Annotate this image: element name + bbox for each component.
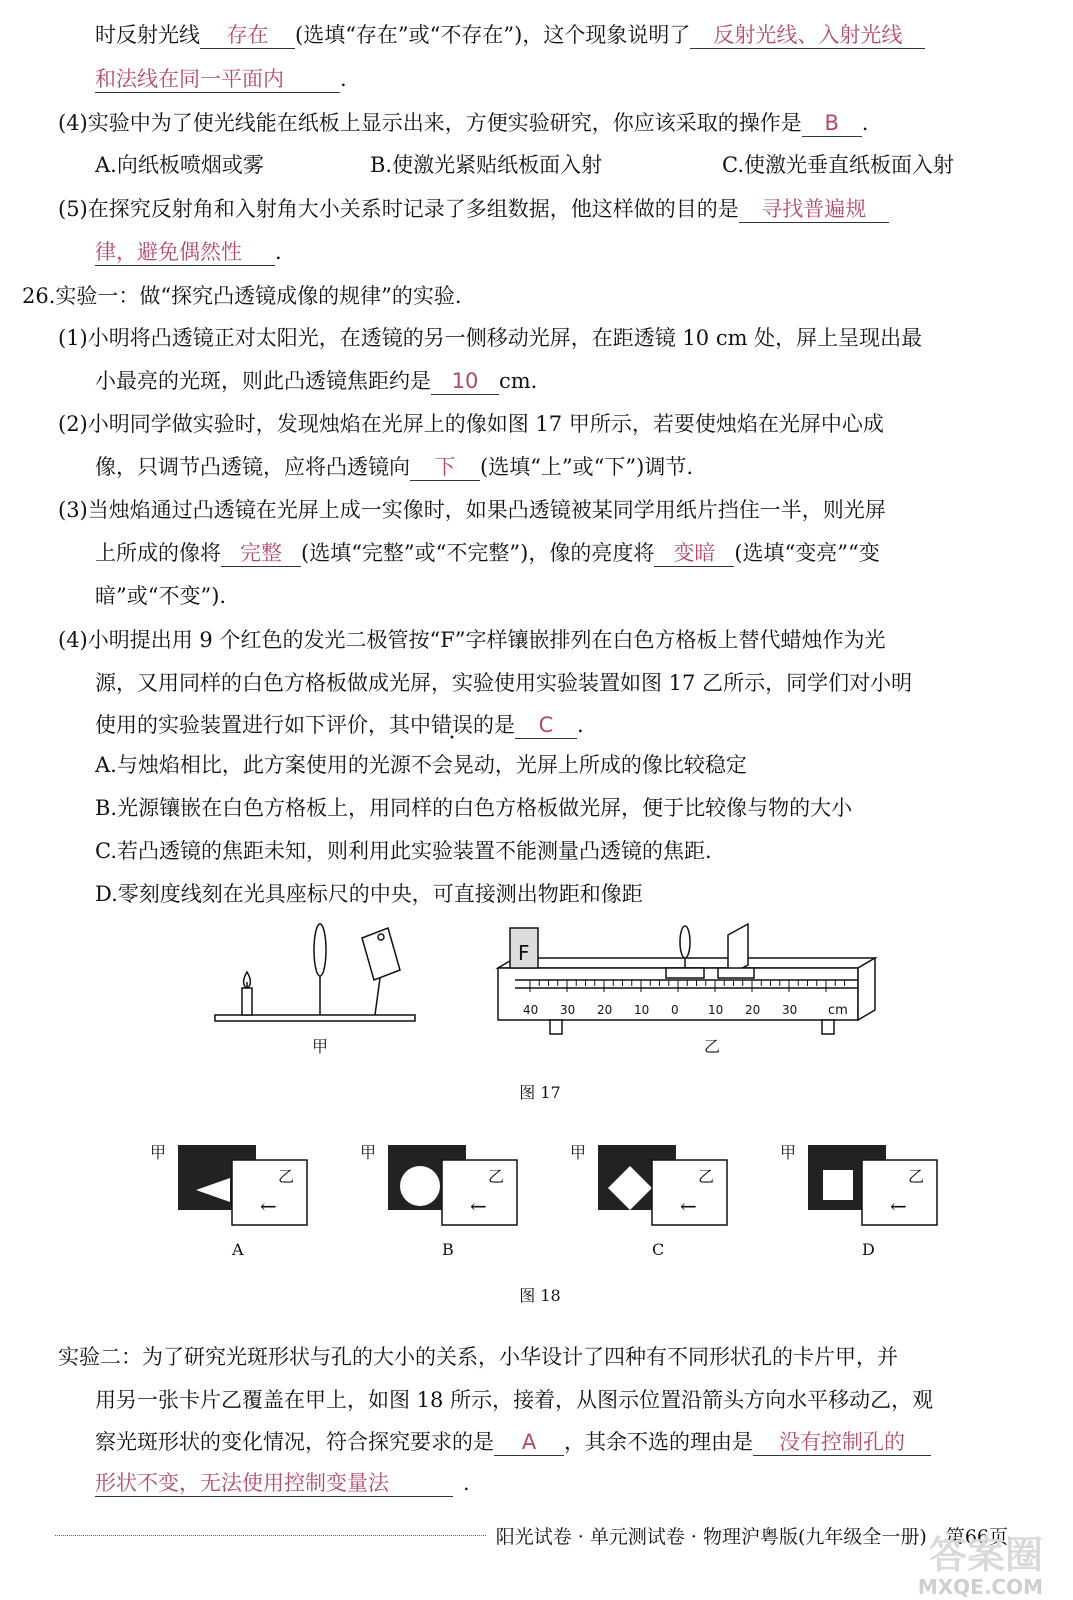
q26-p3-l3: 暗”或“不变”).	[95, 584, 227, 608]
label-yi: 乙	[704, 1037, 721, 1056]
arrow-left-icon: ←	[680, 1194, 697, 1218]
card-label-yi: 乙	[278, 1167, 295, 1186]
q25-text: .	[275, 240, 282, 264]
answer-blank: 和法线在同一平面内	[95, 66, 340, 93]
ruler-tick-label: 10	[634, 1003, 650, 1017]
q26-text: (选填“完整”或“不完整”)，像的亮度将	[301, 541, 655, 565]
option-label: B	[442, 1240, 454, 1259]
figure-17	[200, 920, 900, 1070]
q26-text: 错误	[431, 713, 473, 737]
apparatus-jia	[215, 924, 415, 1021]
q25-opt-b: B.使激光紧贴纸板面入射	[370, 153, 603, 177]
q26-p3-l1: (3)当烛焰通过凸透镜在光屏上成一实像时，如果凸透镜被某同学用纸片挡住一半，则光屏	[58, 498, 886, 522]
q26-opt-a: A.与烛焰相比，此方案使用的光源不会晃动，光屏上所成的像比较稳定	[95, 753, 747, 777]
q26-text: 像，只调节凸透镜，应将凸透镜向	[95, 455, 410, 479]
q26-text: 的是	[473, 713, 515, 737]
q25-part5-cont	[95, 237, 282, 267]
card-label-jia: 甲	[570, 1143, 587, 1162]
q25-text: (4)实验中为了使光线能在纸板上显示出来，方便实验研究，你应该采取的操作是	[58, 111, 802, 135]
q26-p4-l2: 源，又用同样的白色方格板做成光屏，实验使用实验装置如图 17 乙所示，同学们对小明	[95, 671, 913, 695]
q25-text: 时反射光线	[95, 23, 200, 47]
q25-text: (5)在探究反射角和入射角大小关系时记录了多组数据，他这样做的目的是	[58, 197, 739, 221]
q25-opt-c: C.使激光垂直纸板面入射	[722, 153, 954, 177]
q26-text: (选填“上”或“下”)调节.	[480, 455, 694, 479]
card-label-yi: 乙	[698, 1167, 715, 1186]
footer-text: 阳光试卷 · 单元测试卷 · 物理沪粤版(九年级全一册) 第66页	[495, 1526, 1008, 1548]
card-label-jia: 甲	[150, 1143, 167, 1162]
card-label-yi: 乙	[908, 1167, 925, 1186]
ruler-tick-label: 30	[782, 1003, 798, 1017]
option-label: A	[232, 1240, 244, 1259]
f-letter: F	[518, 941, 530, 965]
card-option-a	[150, 1140, 340, 1275]
answer-blank: B	[802, 110, 862, 137]
q25-text: (选填“存在”或“不存在”)，这个现象说明了	[295, 23, 691, 47]
card-label-yi: 乙	[488, 1167, 505, 1186]
q26-text: (选填“变亮”“变	[734, 541, 880, 565]
ruler-unit: cm	[828, 1003, 848, 1018]
q26-p1-l2	[95, 366, 537, 396]
q26-p2-l1: (2)小明同学做实验时，发现烛焰在光屏上的像如图 17 甲所示，若要使烛焰在光屏中心成	[58, 412, 884, 436]
q26-opt-d: D.零刻度线刻在光具座标尺的中央，可直接测出物距和像距	[95, 882, 643, 906]
answer-blank: 存在	[200, 22, 295, 49]
answer-blank: 律，避免偶然性	[95, 239, 275, 266]
watermark-url: MXQE.COM	[917, 1575, 1043, 1599]
q25-text: .	[861, 111, 869, 135]
ruler-tick-label: 20	[597, 1003, 613, 1017]
answer-blank: 10	[431, 368, 499, 395]
exp2-text: .	[463, 1471, 470, 1495]
card-label-jia: 甲	[360, 1143, 377, 1162]
q25-part5	[58, 194, 889, 224]
answer-blank: A	[494, 1429, 564, 1456]
option-label: D	[862, 1240, 875, 1259]
card-option-d	[780, 1140, 970, 1275]
ruler-tick-label: 30	[560, 1003, 576, 1017]
q25-line-reflect	[95, 20, 925, 50]
footer-divider	[55, 1535, 486, 1536]
q26-p1-l1: (1)小明将凸透镜正对太阳光，在透镜的另一侧移动光屏，在距透镜 10 cm 处，屏上呈现出最	[58, 326, 923, 350]
q25-opt-a: A.向纸板喷烟或雾	[95, 153, 264, 177]
q26-text: .	[577, 713, 584, 737]
label-jia: 甲	[312, 1037, 329, 1056]
card-option-b	[360, 1140, 550, 1275]
q26-text: cm.	[499, 369, 538, 393]
exp2-l1: 实验二：为了研究光斑形状与孔的大小的关系，小华设计了四种有不同形状孔的卡片甲，并	[58, 1345, 898, 1369]
q26-opt-b: B.光源镶嵌在白色方格板上，用同样的白色方格板做光屏，便于比较像与物的大小	[95, 796, 853, 820]
figure-17-caption: 图 17	[519, 1083, 561, 1102]
ruler-tick-label: 20	[745, 1003, 761, 1017]
exp2-text: ，其余不选的理由是	[564, 1430, 753, 1454]
q26-p4-l3	[95, 710, 584, 740]
apparatus-yi	[498, 924, 875, 1034]
q26-opt-c: C.若凸透镜的焦距未知，则利用此实验装置不能测量凸透镜的焦距.	[95, 839, 712, 863]
answer-blank: 寻找普遍规	[739, 196, 889, 223]
ruler-tick-label: 0	[671, 1003, 679, 1017]
answer-blank: 完整	[221, 540, 301, 567]
q25-line-plane	[95, 64, 347, 94]
answer-blank: 变暗	[654, 540, 734, 567]
watermark	[873, 1535, 1043, 1599]
q26-p4-l1: (4)小明提出用 9 个红色的发光二极管按“F”字样镶嵌排列在白色方格板上替代蜡烛作为光	[58, 628, 886, 652]
arrow-left-icon: ←	[470, 1194, 487, 1218]
q26-p2-l2	[95, 452, 693, 482]
watermark-logo: 答案圈	[928, 1533, 1043, 1577]
answer-blank: 反射光线、入射光线	[690, 22, 925, 49]
q26-text: 使用的实验装置进行如下评价，其中	[95, 713, 431, 737]
exp2-l2: 用另一张卡片乙覆盖在甲上，如图 18 所示，接着，从图示位置沿箭头方向水平移动乙，观	[95, 1388, 934, 1412]
q26-text: 小最亮的光斑，则此凸透镜焦距约是	[95, 369, 431, 393]
option-label: C	[652, 1240, 665, 1259]
emphasis-dotted	[431, 710, 473, 740]
exp2-l4	[95, 1468, 470, 1498]
q25-part4	[58, 108, 868, 138]
arrow-left-icon: ←	[260, 1194, 277, 1218]
ruler-tick-label: 40	[523, 1003, 539, 1017]
figure-18-caption: 图 18	[519, 1286, 561, 1305]
answer-blank: C	[515, 712, 577, 739]
answer-blank: 形状不变，无法使用控制变量法	[95, 1470, 453, 1497]
ruler-tick-label: 10	[708, 1003, 724, 1017]
exp2-text: 察光斑形状的变化情况，符合探究要求的是	[95, 1430, 494, 1454]
q26-text: 上所成的像将	[95, 541, 221, 565]
q26-title: 26.实验一：做“探究凸透镜成像的规律”的实验.	[22, 284, 462, 308]
answer-blank: 没有控制孔的	[753, 1429, 931, 1456]
q26-p3-l2	[95, 538, 880, 568]
arrow-left-icon: ←	[890, 1194, 907, 1218]
q25-text: .	[340, 67, 347, 91]
exp2-l3	[95, 1427, 931, 1457]
card-label-jia: 甲	[780, 1143, 797, 1162]
card-option-c	[570, 1140, 760, 1275]
answer-blank: 下	[410, 454, 480, 481]
